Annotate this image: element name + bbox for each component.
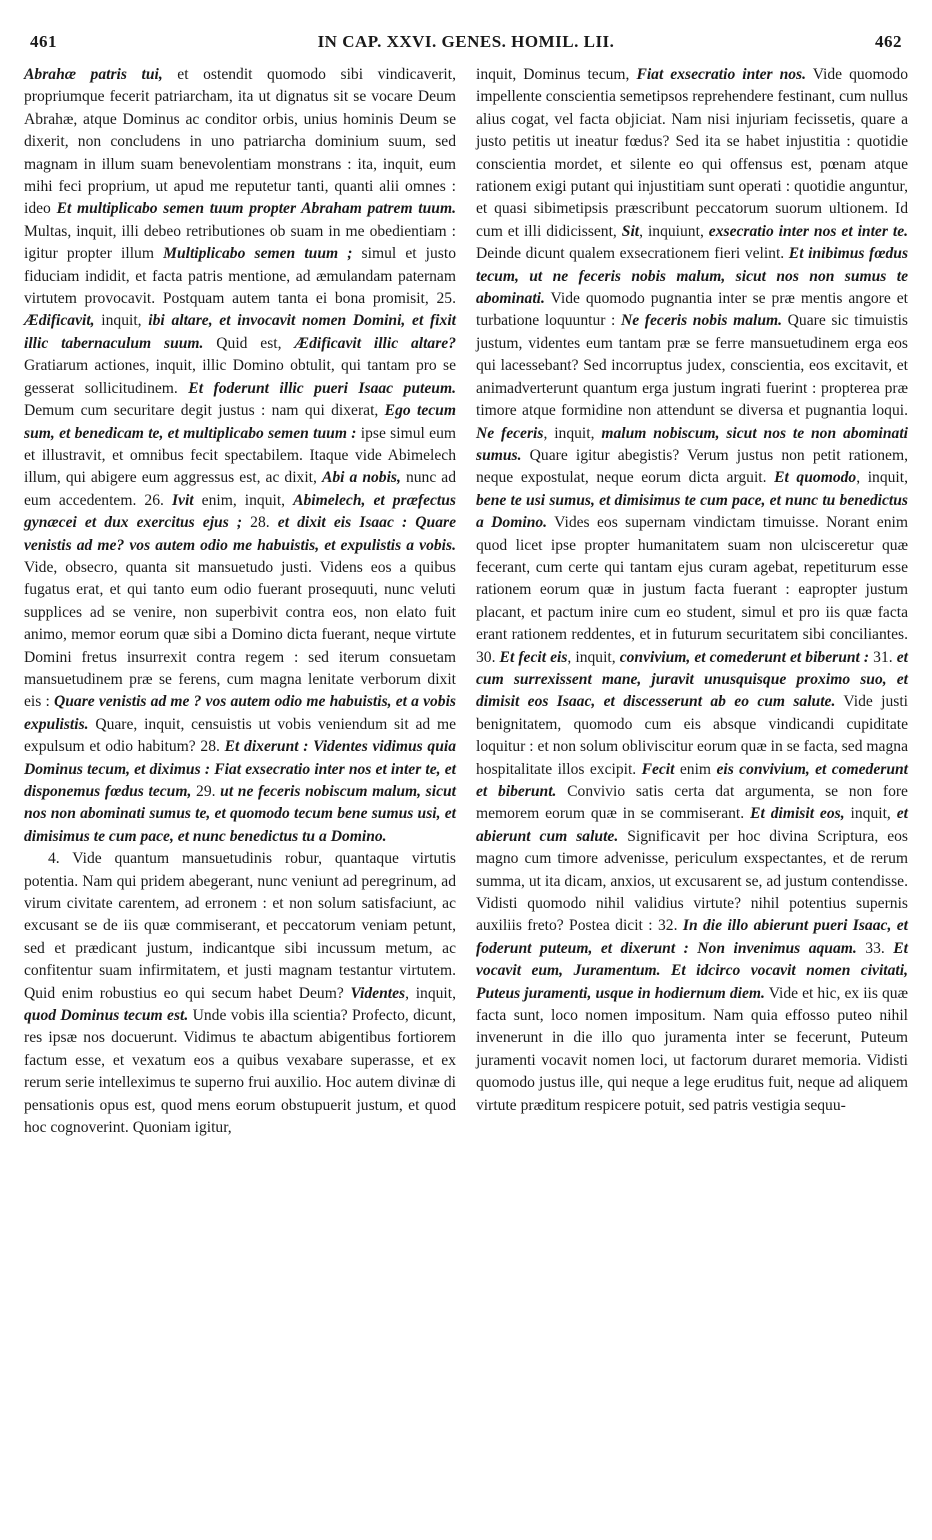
scripture-quote: Fecit [641, 760, 675, 778]
text-run: enim, inquit, [193, 491, 294, 509]
text-run: Vide et hic, ex iis quæ facta sunt, loco nomen impositum. Nam quia effosso puteo nihil invenerunt in die illo quo juramenta inter se fecerunt, Puteum juramenti vocavit nomen loci, ut factorum duraret memoria. Vidisti quomodo justus ille, qui neque a lege eruditus fuit, neque ad aliquem virtute præditum respicere potuit, sed patris vestigia sequu- [476, 984, 909, 1114]
scripture-quote: et abierunt cum salute. [476, 805, 908, 845]
scripture-quote: Et fecit eis [499, 648, 568, 666]
text-run: , inquit, [567, 648, 620, 666]
text-run: Vide quomodo pugnantia inter se præ mentis angore et turbatione loquuntur : [476, 290, 908, 330]
text-run: 33. [856, 939, 894, 957]
text-run: Vides eos supernam vindictam timuisse. Norant enim quod licet ipse propter humanitatem suam non ulcisceretur quæ fecerant, cum certe qui tantam ejus curam agebat, repetiturum esse rationem eorum quæ in justum facta fuerant : eapropter justum placant, et pactum inire cum eo student, simul et pro iis quæ facta erant rationem reddentes, et in futurum securitatem sibi conciliantes. 30. [476, 514, 908, 666]
scripture-quote: Fiat exsecratio inter nos. [636, 66, 807, 83]
text-run: Significavit per hoc divina Scriptura, eos magno cum timore advenisse, periculum exspectantes, et de rerum summa, ut ita dicam, anxios, ut excusarent se, ad justum contendisse. Vidisti quomodo nihil validius virtute? nihil potentius supernis auxiliis freto? Postea dicit : 32. [476, 827, 908, 935]
scripture-quote: Abi a nobis, [321, 469, 401, 487]
scripture-quote: quod Dominus tecum est. [24, 1007, 189, 1025]
scripture-quote: In die illo abierunt pueri Isaac, et foderunt puteum, et dixerunt : Non invenimus aquam. [476, 917, 908, 957]
text-run: Vide quomodo impellente conscientia semetipsos reprehendere festinant, cum nullus alius cogat, vel facta objiciat. Nam nisi injuriam fecissetis, quare a justo petitis ut ineatur fœdus? Sed ita se habet injustitia : quotidie conscientia mordet, et silente eo qui offensus est, pœnam atque rationem exigi putant qui injustitiam sunt operati : quotidie anguntur, et quasi sibimetipsis præscribunt peccatorum suorum ultionem. Id cum et illi didicissent, [476, 66, 908, 240]
text-run: enim [674, 760, 717, 778]
text-run: , inquit, [856, 469, 908, 487]
text-run: Quare, inquit, censuistis ut vobis veniendum sit ad me expulsum et odio habitum? 28. [24, 715, 456, 756]
scripture-quote: Videntes [350, 984, 406, 1002]
text-run: simul et justo fiduciam indidit, et facta patris mentione, ad æmulandam paternam virtutem provocavit. Postquam autem tanta ei bona promisit, 25. [24, 245, 457, 308]
scripture-quote: Et quomodo [774, 469, 857, 487]
text-run: Unde vobis illa scientia? Profecto, dicunt, res ipsæ nos docuerunt. Vidimus te abactum abigentibus fortiorem factum esse, et vexatum eos a quibus vexabare superasse, et ex rerum serie intelleximus te superno frui auxilio. Hoc autem divinæ di pensationis opus est, quod mens eorum obstupuerit justum, et quod hoc cognoverint. Quoniam igitur, [24, 1007, 456, 1137]
text-run: inquit, [844, 805, 897, 823]
scripture-quote: Et foderunt illic pueri Isaac puteum. [188, 379, 456, 397]
scripture-quote: malum nobiscum, sicut nos te non abominati sumus. [476, 424, 908, 464]
text-run: Demum cum securitare degit justus : nam qui dixerat, [24, 402, 385, 420]
scripture-quote: eis convivium, et comederunt et biberunt. [476, 760, 908, 800]
paragraph [24, 848, 456, 1139]
scripture-quote: et dixit eis Isaac : Quare venistis ad me? vos autem odio me habuistis, et expulistis a vobis. [24, 514, 457, 554]
scripture-quote: Et inibimus fœdus tecum, ut ne feceris nobis malum, sicut nos non sumus te abominati. [476, 245, 909, 308]
running-header [30, 32, 902, 58]
text-run: 31. [869, 648, 897, 666]
scripture-quote: Et dixerunt : Videntes vidimus quia Dominus tecum, et diximus : Fiat exsecratio inter nos et inter te, et disponemus fœdus tecum, [24, 738, 456, 800]
text-run: , inquit, [405, 984, 456, 1002]
scripture-quote: ut ne feceris nobiscum malum, sicut nos non abominati sumus te, et quomodo tecum bene sumus usi, et dimisimus te cum pace, et nunc benedictus tu a Domino. [24, 783, 457, 845]
text-run: Vide justi benignitatem, quomodo cum eis absque vindicandi cupiditate loquitur : et non solum obliviscitur eorum quæ in se facta, sed magna hospitalitate illos excipit. [476, 693, 908, 778]
text-run: 4. Vide quantum mansuetudinis robur, quantaque virtutis potentia. Nam qui pridem abegerant, nunc veniunt ad peregrinum, ad virum civitate carentem, ad erronem : et non solum satisfaciunt, ac excusant se de iis quæ commiserant, et peccatorum veniam petunt, sed et prædicant justum, indicantque sibi incussum metum, ac confitentur suam infirmitatem, et justi magnam testantur virtutem. Quid enim robustius eo qui secum habet Deum? [24, 850, 456, 1002]
running-title: IN CAP. XXVI. GENES. HOMIL. LII. [317, 32, 615, 51]
right-column [476, 64, 908, 1117]
scripture-quote: Et multiplicabo semen tuum propter Abraham patrem tuum. [56, 200, 456, 218]
scripture-quote: Sit [621, 222, 640, 240]
text-run: inquit, [94, 312, 149, 330]
scripture-quote: bene te usi sumus, et dimisimus te cum pace, et nunc tu benedictus a Domino. [476, 491, 908, 532]
scripture-quote: Et dimisit eos, [750, 805, 845, 823]
page-number-right: 462 [875, 32, 902, 51]
text-run: Multas, inquit, illi debeo retributiones ob suam in me obedientiam : igitur propter illum [24, 222, 456, 263]
scripture-quote: Multiplicabo semen tuum ; [163, 245, 353, 263]
text-run: , inquiunt, [639, 222, 709, 240]
text-run: Deinde dicunt qualem exsecrationem fieri velint. [476, 245, 789, 263]
paragraph [476, 64, 908, 1117]
text-run: Gratiarum actiones, inquit, illic Domino obtulit, qui tantam pro se gesserat sollicitudinem. [24, 357, 456, 397]
scripture-quote: Abrahæ patris tui, [24, 66, 163, 83]
text-run: nunc ad eum accedentem. 26. [24, 469, 457, 509]
text-run: Quare sic timuistis justum, videntes eum tantam præ se ferre mansuetudinem erga eos qui lacessebant? Sed incorruptus judex, conscientia, eos excitavit, et animadverterunt quantum erga justum ingrati fuerint : propterea præ timore atque formidine non attendunt se diversa et pugnantia loqui. [476, 312, 908, 420]
text-run: Quid est, [203, 334, 295, 352]
scripture-quote: Ædificavit illic altare? [294, 334, 456, 352]
text-run: Vide, obsecro, quanta sit mansuetudo justi. Videns eos a quibus fugatus erat, et qui tanto eum odio fuerant prosequuti, nunc veluti supplices ad se venire, non superbivit contra eos, non elato fuit animo, memor eorum quæ sibi a Domino dicta fuerant, neque virtute Domini fretus insurrexit contra regem : sed iterum consuetam mansuetudinem præ se ferens, cum magna lenitate verborum dixit eis : [24, 558, 456, 711]
scripture-quote: Ivit [171, 491, 194, 509]
scripture-quote: Quare venistis ad me ? vos autem odio me habuistis, et a vobis expulistis. [24, 693, 456, 733]
scripture-quote: Ne feceris [476, 424, 544, 442]
text-run: Quare igitur abegistis? Verum justus non petit rationem, neque expostulat, neque eorum dicta arguit. [476, 446, 908, 487]
scripture-quote: ibi altare, et invocavit nomen Domini, et fixit illic tabernaculum suum. [24, 312, 456, 352]
text-run: et ostendit quomodo sibi vindicaverit, propriumque fecerit patriarcham, ita ut dignatus sit se vocare Deum Abrahæ, atque Dominus ac conditor orbis, unius hominis Deum se dixerit, non concludens in uno patriarcha dominium suum, sed magnam in illum suam benevolentiam monstrans : ita, inquit, eum mihi feci proprium, ut apud me reputetur tanti, quanti alii omnes : ideo [24, 66, 456, 218]
scripture-quote: convivium, et comederunt et biberunt : [619, 648, 870, 666]
scripture-quote: Ædificavit, [24, 312, 95, 330]
text-run: 28. [242, 514, 278, 532]
scripture-quote: Et vocavit eum, Juramentum. Et idcirco vocavit nomen civitati, Puteus juramenti, usque in hodiernum diem. [476, 939, 908, 1002]
text-run: , inquit, [543, 424, 602, 442]
text-run: 29. [191, 783, 221, 800]
scripture-quote: Abimelech, et præfectus gynæcei et dux exercitus ejus ; [24, 491, 456, 532]
paragraph [24, 64, 456, 848]
scripture-quote: Ego tecum sum, et benedicam te, et multiplicabo semen tuum : [24, 402, 456, 442]
text-run: ipse simul eum et illustravit, et omnibus fecit spectabilem. Itaque vide Abimelech illum, qui abigere eum aggressus est, ac dixit, [24, 424, 456, 487]
scripture-quote: Ne feceris nobis malum. [621, 312, 783, 330]
left-column [24, 64, 456, 1140]
scripture-quote: exsecratio inter nos et inter te. [708, 222, 909, 240]
text-run: inquit, Dominus tecum, [476, 66, 637, 83]
page-number-left: 461 [30, 32, 57, 51]
scripture-quote: et cum surrexissent mane, juravit unusquisque proximo suo, et dimisit eos Isaac, et discesserunt ab eo cum salute. [476, 648, 908, 711]
text-run: Convivio satis certa dat argumenta, se non fore memorem eorum quæ in se commiserant. [476, 783, 908, 823]
